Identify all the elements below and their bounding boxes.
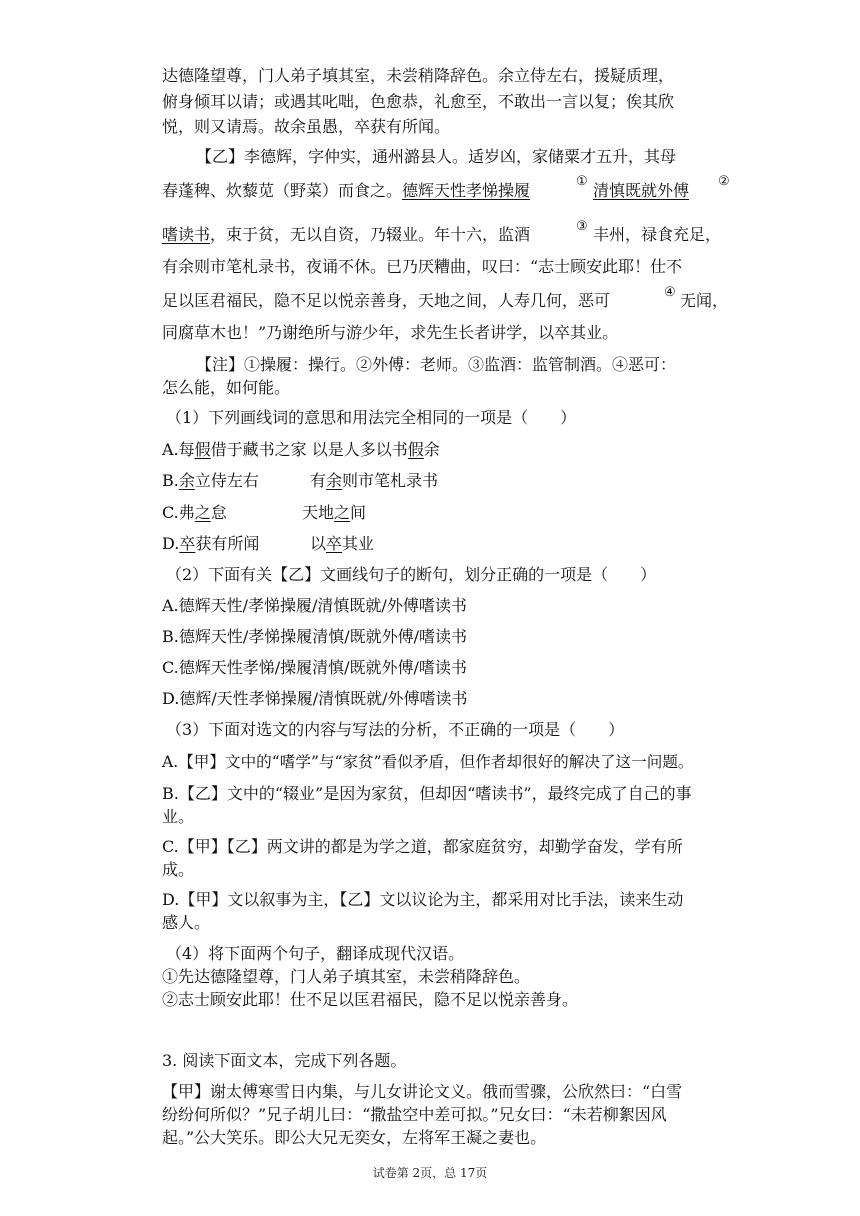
- option-c: C.【甲】【乙】两文讲的都是为学之道，都家庭贫穷，却勤学奋发，学有所: [162, 837, 683, 856]
- footnote-marker: ③: [576, 219, 588, 234]
- option-c-second: 天地之间: [302, 503, 367, 522]
- option-d: D.【甲】文以叙事为主，【乙】文以议论为主，都采用对比手法，读来生动: [162, 890, 684, 909]
- option-b-cont: 业。: [162, 807, 195, 826]
- question-4-stem: （4）将下面两个句子，翻译成现代汉语。: [166, 944, 465, 963]
- text: 春蓬稗、炊藜苋（野菜）而食之。: [162, 181, 403, 200]
- footnote-marker: ①: [576, 174, 588, 189]
- passage-line: 纷纷何所似？”兄子胡儿曰：“撒盐空中差可拟。”兄女曰：“未若柳絮因风: [162, 1105, 667, 1124]
- passage-jia-line: 俯身倾耳以请；或遇其叱咄，色愈恭，礼愈至，不敢出一言以复；俟其欣: [162, 92, 675, 111]
- option-a: A.每假借于藏书之家 以是人多以书假余: [162, 440, 440, 459]
- passage-yi-line: 丰州，禄食充足，: [593, 225, 722, 244]
- text: ，束于贫，无以自资，乃辍业。年十六，监酒: [210, 225, 531, 244]
- underlined-sentence: 嗜读书: [162, 225, 211, 244]
- option-d-cont: 感人。: [162, 913, 211, 932]
- page-footer: 试卷第 2页，总 17页: [372, 1166, 488, 1180]
- section-3-title: 3. 阅读下面文本，完成下列各题。: [162, 1051, 407, 1070]
- underlined-sentence: 清慎既就外傅: [593, 181, 690, 200]
- passage-yi-line: [162, 180, 530, 202]
- option-d: D.卒获有所闻: [162, 534, 260, 553]
- passage-jia-line: 达德隆望尊，门人弟子填其室，未尝稍降辞色。余立侍左右，援疑质理，: [162, 66, 675, 85]
- passage-yi-line: 足以匡君福民，隐不足以悦亲善身，天地之间，人寿几何，恶可: [162, 291, 611, 310]
- option-d-second: 以卒其业: [310, 534, 375, 553]
- notes-line: 【注】①操履：操行。②外傅：老师。③监酒：监管制酒。④恶可：: [196, 355, 677, 374]
- question-3-stem: （3）下面对选文的内容与写法的分析，不正确的一项是（ ）: [166, 720, 625, 739]
- passage-line: 起。”公大笑乐。即公大兄无奕女，左将军王凝之妻也。: [162, 1128, 547, 1147]
- translation-sentence-1: ①先达德隆望尊，门人弟子填其室，未尝稍降辞色。: [162, 967, 531, 986]
- passage-yi-line: 有余则市笔札录书，夜诵不休。已乃厌糟曲，叹曰：“志士顾安此耶！仕不: [162, 257, 683, 276]
- passage-yi-line: [162, 224, 530, 246]
- notes-line: 怎么能，如何能。: [162, 378, 291, 397]
- option-b: B.【乙】文中的“辍业”是因为家贫，但却因“嗜读书”，最终完成了自己的事: [162, 784, 692, 803]
- question-1-stem: （1）下列画线词的意思和用法完全相同的一项是（ ）: [166, 408, 577, 427]
- option-c: C.德辉天性孝悌/操履清慎/既就外傅/嗜读书: [162, 658, 467, 677]
- translation-sentence-2: ②志士顾安此耶！仕不足以匡君福民，隐不足以悦亲善身。: [162, 990, 579, 1009]
- option-a: A.【甲】文中的“嗜学”与“家贫”看似矛盾，但作者却很好的解决了这一问题。: [162, 753, 694, 771]
- footnote-marker: ④: [664, 285, 676, 300]
- option-b: B.余立侍左右: [162, 471, 259, 490]
- option-c: C.弗之怠: [162, 503, 227, 522]
- option-c-cont: 成。: [162, 860, 195, 879]
- passage-yi-line: 无闻，: [680, 291, 729, 310]
- option-a: A.德辉天性/孝悌操履/清慎既就/外傅嗜读书: [162, 596, 467, 615]
- footnote-marker: ②: [718, 174, 730, 189]
- option-d: D.德辉/天性孝悌操履/清慎既就/外傅嗜读书: [162, 689, 468, 708]
- question-2-stem: （2）下面有关【乙】文画线句子的断句，划分正确的一项是（ ）: [166, 565, 657, 584]
- passage-yi-line: 同腐草木也！”乃谢绝所与游少年，求先生长者讲学，以卒其业。: [162, 323, 619, 342]
- option-b-second: 有余则市笔札录书: [310, 471, 439, 490]
- passage-jia-line: 悦，则又请焉。故余虽愚，卒获有所闻。: [162, 117, 451, 136]
- passage-line: 【甲】谢太傅寒雪日内集，与儿女讲论文义。俄而雪骤，公欣然曰：“白雪: [162, 1082, 683, 1101]
- option-b: B.德辉天性/孝悌操履清慎/既就外傅/嗜读书: [162, 627, 468, 646]
- underlined-sentence: 德辉天性孝悌操履: [402, 181, 531, 200]
- passage-yi-line: 【乙】李德辉，字仲实，通州潞县人。适岁凶，家储粟才五升，其母: [196, 147, 677, 166]
